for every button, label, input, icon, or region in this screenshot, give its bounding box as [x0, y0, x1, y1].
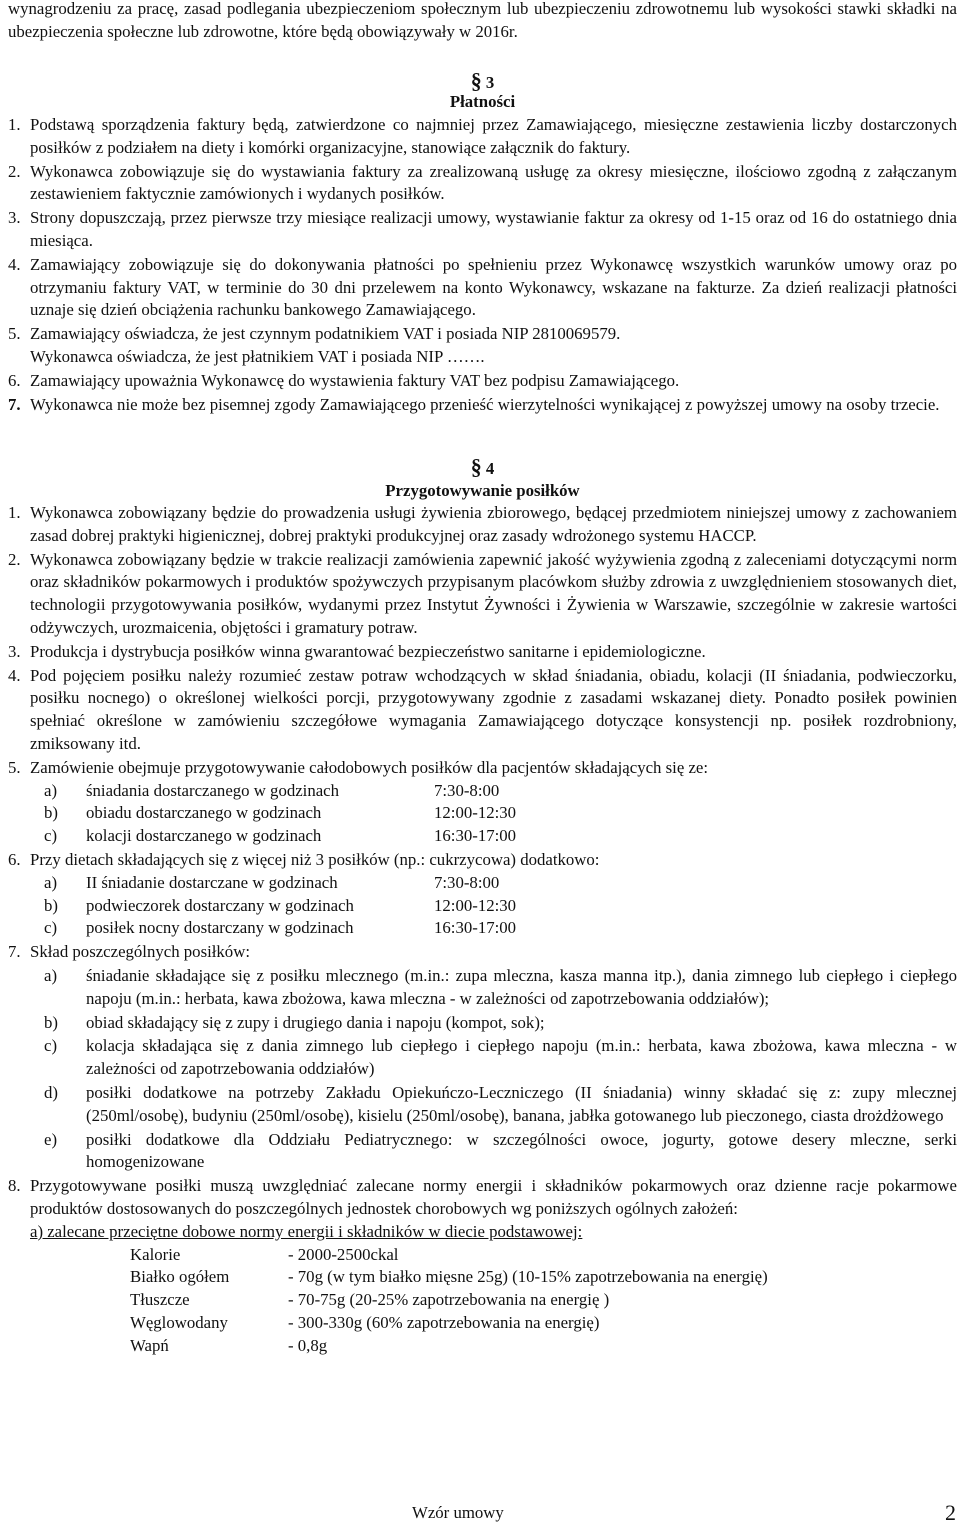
paragraph-symbol-icon: §: [470, 454, 482, 479]
section-4-list: [8, 502, 957, 1357]
norm-row: Kalorie - 2000-2500ckal: [130, 1244, 399, 1264]
footer-label: Wzór umowy: [412, 1503, 504, 1522]
s4-item-7: 7. Skład poszczególnych posiłków:: [8, 942, 250, 962]
section-4-number: [8, 456, 957, 481]
s3-item-5: 5. Zamawiający oświadcza, że jest czynnym podatnikiem VAT i posiada NIP 2810069579. Wykonawca oświadcza, że jest płatnikiem VAT i posiada NIP …….: [8, 324, 621, 366]
s4-item-6: 6. Przy dietach składających się z więcej niż 3 posiłków (np.: cukrzycowa) dodatkowo:: [8, 849, 600, 869]
meal-schedule-row: a) II śniadanie dostarczane w godzinach 7:30-8:00: [44, 872, 500, 892]
section-3-num: 3: [485, 73, 495, 92]
meal-schedule-row: c) kolacji dostarczanego w godzinach 16:30-17:00: [44, 826, 517, 846]
norms-heading: a) zalecane przeciętne dobowe normy energii i składników w diecie podstawowej:: [30, 1221, 583, 1241]
s3-item-2: 2. Wykonawca zobowiązuje się do wystawiania faktury za zrealizowaną usługę za okresy miesięczne, ilościowo zgodną z załączanym zestawieniem faktycznie zamówionych i wydanych posiłków.: [8, 161, 957, 204]
norm-row: Wapń - 0,8g: [130, 1335, 328, 1355]
meal-schedule-row: c) posiłek nocny dostarczany w godzinach 16:30-17:00: [44, 918, 517, 938]
section-3-title: Płatności: [449, 92, 516, 111]
s3-item-4: 4. Zamawiający zobowiązuje się do dokonywania płatności po spełnieniu przez Wykonawcę wszystkich warunków umowy oraz po otrzymaniu faktury VAT, w terminie do 30 dni przelewem na konto Wykonawcy, wskazane na fakturze. Za dzień realizacji płatności uznaje się dzień obciążenia rachunku bankowego Zamawiającego.: [8, 254, 957, 320]
meal-schedule-row: a) śniadania dostarczanego w godzinach 7:30-8:00: [44, 780, 500, 800]
s4-item-5: 5. Zamówienie obejmuje przygotowywanie całodobowych posiłków dla pacjentów składających się ze:: [8, 757, 709, 777]
meal-schedule-row: b) obiadu dostarczanego w godzinach 12:00-12:30: [44, 803, 517, 823]
section-4-title: Przygotowywanie posiłków: [385, 481, 580, 500]
s3-item-3: 3. Strony dopuszczają, przez pierwsze trzy miesiące realizacji umowy, wystawianie faktur za okresy od 1-15 oraz od 16 do ostatniego dnia miesiąca.: [8, 208, 957, 250]
s3-item-6: 6. Zamawiający upoważnia Wykonawcę do wystawienia faktury VAT bez podpisu Zamawiającego.: [8, 370, 680, 390]
norm-row: Białko ogółem - 70g (w tym białko mięsne 25g) (10-15% zapotrzebowania na energię): [130, 1267, 768, 1287]
s4-item-8: 8. Przygotowywane posiłki muszą uwzględniać zalecane normy energii i składników pokarmowych oraz dzienne racje pokarmowe produktów dostosowanych do poszczególnych jednostek chorobowych wg poniższych ogólnych założeń:: [8, 1176, 957, 1218]
page-number: 2: [945, 1500, 956, 1525]
section-3-list: [8, 114, 957, 416]
meal-composition-item: e) posiłki dodatkowe dla Oddziału Pediatrycznego: w szczególności owoce, jogurty, gotowe desery mleczne, serki homogenizowane: [44, 1129, 957, 1172]
s4-item-4: 4. Pod pojęciem posiłku należy rozumieć zestaw potraw wchodzących w skład śniadania, obiadu, kolacji (II śniadania, podwieczorku, posiłku nocnego) o określonej wielkości porcji, przygotowywany zgodnie z zasadami wskazanej diety. Ponadto posiłek powinien spełniać określone w zamówieniu szczegółowe wymagania Zamawiającego dotyczące konsystencji np. posiłek rozdrobniony, zmiksowany itd.: [8, 665, 957, 753]
norm-row: Tłuszcze - 70-75g (20-25% zapotrzebowania na energię ): [130, 1290, 610, 1310]
meal-composition-item: a) śniadanie składające się z posiłku mlecznego (m.in.: zupa mleczna, kasza manna itp.), dania zimnego lub ciepłego i ciepłego napoju (m.in.: herbata, kawa zbożowa, kawa mleczna - w zależności od zapotrzebowania oddziałów);: [44, 965, 957, 1008]
intro-paragraph: wynagrodzeniu za pracę, zasad podlegania ubezpieczeniom społecznym lub ubezpieczeniu zdrowotnemu lub wysokości stawki składki na ubezpieczenia społeczne lub zdrowotne, które będą obowiązywały w 2016r.: [8, 0, 957, 41]
s4-item-3: 3. Produkcja i dystrybucja posiłków winna gwarantować bezpieczeństwo sanitarne i epidemiologiczne.: [8, 641, 706, 661]
s3-item-7: 7. Wykonawca nie może bez pisemnej zgody Zamawiającego przenieść wierzytelności wynikającej z powyższej umowy na osoby trzecie.: [8, 394, 940, 414]
meal-schedule-row: b) podwieczorek dostarczany w godzinach 12:00-12:30: [44, 895, 517, 915]
s3-item-1: 1. Podstawą sporządzenia faktury będą, zatwierdzone co najmniej przez Zamawiającego, miesięczne zestawienia liczby dostarczonych posiłków z podziałem na diety i komórki organizacyjne, stanowiące załącznik do faktury.: [8, 115, 957, 157]
section-4-num: 4: [485, 459, 495, 478]
norm-row: Węglowodany - 300-330g (60% zapotrzebowania na energię): [130, 1312, 600, 1332]
meal-composition-item: b) obiad składający się z zupy i drugiego dania i napoju (kompot, sok);: [44, 1012, 545, 1032]
meal-composition-item: c) kolacja składająca się z dania zimnego lub ciepłego i ciepłego napoju (m.in.: herbata, kawa zbożowa, kawa mleczna - w zależności od zapotrzebowania oddziałów): [44, 1036, 957, 1079]
meal-composition-item: d) posiłki dodatkowe na potrzeby Zakładu Opiekuńczo-Leczniczego (II śniadania) winny składać się z: zupy mlecznej (250ml/osobę), budyniu (250ml/osobę), kisielu (250ml/osobę), banana, jabłka gotowanego lub pieczonego, ciasta drożdżowego: [44, 1082, 957, 1125]
paragraph-symbol-icon: §: [470, 68, 482, 93]
s4-item-2: 2. Wykonawca zobowiązany będzie w trakcie realizacji zamówienia zapewnić jakość wyżywienia zgodną z zaleceniami dotyczącymi norm oraz składników pokarmowych i produktów spożywczych przypisanym placówkom służby zdrowia z uwzględnieniem stosowanych diet, technologii przygotowywania posiłków, wydanymi przez Instytut Żywności i Żywienia w Warszawie, szczególnie w zakresie wartości odżywczych, urozmaicenia, objętości i gramatury potraw.: [8, 549, 957, 637]
s4-item-1: 1. Wykonawca zobowiązany będzie do prowadzenia usługi żywienia zbiorowego, będącej przedmiotem niniejszej umowy z zachowaniem zasad dobrej praktyki higienicznej, dobrej praktyki produkcyjnej oraz zasady wdrożonego systemu HACCP.: [8, 503, 957, 545]
